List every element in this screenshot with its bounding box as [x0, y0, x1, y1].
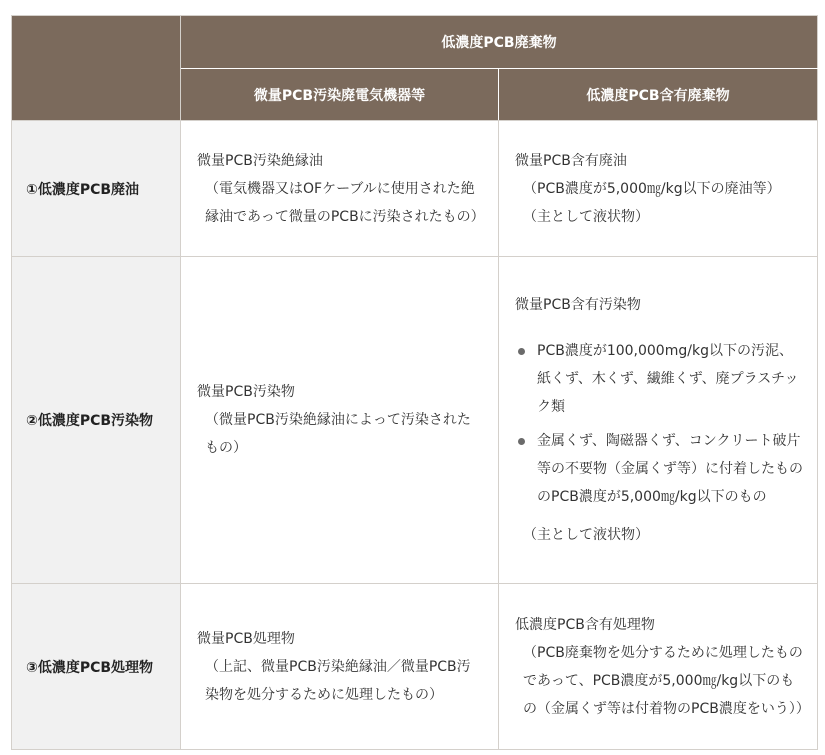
list-item: [515, 337, 803, 421]
bullet-icon: [518, 438, 525, 445]
row1-col1-cell: [181, 121, 499, 257]
cell-title: 微量PCB汚染絶縁油: [197, 152, 323, 169]
cell-title: 微量PCB汚染物: [197, 384, 295, 400]
row-label: ③低濃度PCB処理物: [12, 584, 181, 750]
cell-note: （主として液状物）: [523, 527, 649, 543]
cell-note: （主として液状物）: [523, 208, 649, 225]
bullet-list: [515, 337, 803, 511]
cell-note: （PCB廃棄物を処分するために処理したものであって、PCB濃度が5,000㎎/kg以下のもの（金属くず等は付着物のPCB濃度をいう））: [523, 644, 810, 717]
row3-col1-cell: [181, 584, 499, 750]
cell-note: （微量PCB汚染絶縁油によって汚染されたもの）: [205, 412, 471, 456]
list-item: [515, 427, 803, 511]
cell-note: （電気機器又はOFケーブルに使用された絶縁油であって微量のPCBに汚染されたもの）: [205, 180, 485, 225]
cell-title: 微量PCB含有汚染物: [515, 297, 641, 313]
header-col1: 微量PCB汚染廃電気機器等: [181, 69, 499, 121]
cell-title: 微量PCB処理物: [197, 630, 295, 647]
table-row: [12, 121, 818, 257]
table-row: [12, 584, 818, 750]
list-item-text: PCB濃度が100,000mg/kg以下の汚泥、紙くず、木くず、繊維くず、廃プラスチック類: [537, 343, 799, 415]
row-label: ①低濃度PCB廃油: [12, 121, 181, 257]
row2-col2-cell: [499, 257, 818, 584]
cell-title: 低濃度PCB含有処理物: [515, 616, 655, 633]
header-col2: 低濃度PCB含有廃棄物: [499, 69, 818, 121]
row-label: ②低濃度PCB汚染物: [12, 257, 181, 584]
cell-note: （PCB濃度が5,000㎎/kg以下の廃油等）: [523, 180, 781, 197]
row1-col2-cell: [499, 121, 818, 257]
row2-col1-cell: [181, 257, 499, 584]
header-corner: [12, 16, 181, 121]
header-top: 低濃度PCB廃棄物: [181, 16, 818, 69]
pcb-classification-table: [11, 15, 818, 750]
row3-col2-cell: [499, 584, 818, 750]
list-item-text: 金属くず、陶磁器くず、コンクリート破片等の不要物（金属くず等）に付着したもののPCB濃度が5,000㎎/kg以下のもの: [537, 433, 803, 505]
table-row: [12, 257, 818, 584]
cell-note: （上記、微量PCB汚染絶縁油／微量PCB汚染物を処分するために処理したもの）: [205, 658, 471, 703]
cell-title: 微量PCB含有廃油: [515, 152, 627, 169]
bullet-icon: [518, 348, 525, 355]
